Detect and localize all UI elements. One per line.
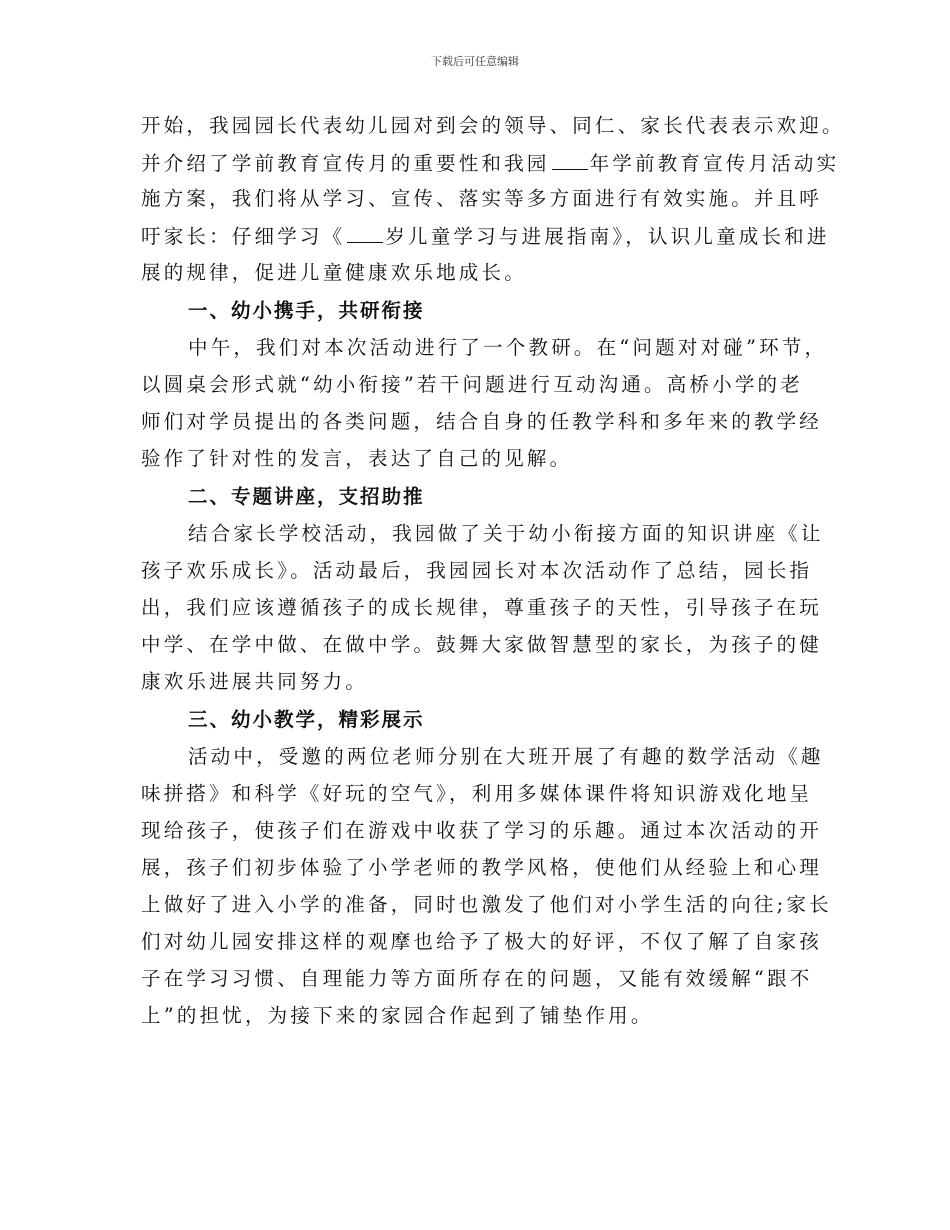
intro-line-5: 展的规律，促进儿童健康欢乐地成长。 xyxy=(141,261,527,284)
section-3-line: 子在学习习惯、自理能力等方面所存在的问题，又能有效缓解“跟不 xyxy=(141,967,813,990)
section-3-line: 们对幼儿园安排这样的观摩也给予了极大的好评，不仅了解了自家孩 xyxy=(141,930,823,953)
blank-age xyxy=(347,224,383,243)
intro-line-2-part-1: 并介绍了学前教育宣传月的重要性和我园 xyxy=(141,152,550,175)
section-3-line: 味拼搭》和科学《好玩的空气》，利用多媒体课件将知识游戏化地呈 xyxy=(141,782,813,805)
section-3-heading: 三、幼小教学，精彩展示 xyxy=(188,708,425,731)
blank-year xyxy=(552,151,588,170)
section-2-heading: 二、专题讲座，支招助推 xyxy=(188,485,425,508)
intro-line-4 xyxy=(141,224,830,249)
intro-line-2 xyxy=(141,151,839,176)
section-2-line: 孩子欢乐成长》。活动最后，我园园长对本次活动作了总结，园长指 xyxy=(141,559,813,582)
section-1-heading: 一、幼小携手，共研衔接 xyxy=(188,299,425,322)
section-3-line: 上做好了进入小学的准备，同时也激发了他们对小学生活的向往;家长 xyxy=(141,893,832,916)
section-3-line: 活动中，受邀的两位老师分别在大班开展了有趣的数学活动《趣 xyxy=(188,745,824,768)
section-1-line: 验作了针对性的发言，表达了自己的见解。 xyxy=(141,447,573,470)
intro-line-2-part-2: 年学前教育宣传月活动实 xyxy=(589,152,840,175)
section-1-line: 师们对学员提出的各类问题，结合自身的任教学科和多年来的教学经 xyxy=(141,410,823,433)
section-3-line: 展，孩子们初步体验了小学老师的教学风格，使他们从经验上和心理 xyxy=(141,856,823,879)
section-2-line: 出，我们应该遵循孩子的成长规律，尊重孩子的天性，引导孩子在玩 xyxy=(141,596,823,619)
page-header: 下载后可任意编辑 xyxy=(431,55,519,68)
intro-line-4-part-2: 岁儿童学习与进展指南》，认识儿童成长和进 xyxy=(385,225,830,248)
intro-line-1: 开始，我园园长代表幼儿园对到会的领导、同仁、家长代表表示欢迎。 xyxy=(141,114,845,137)
section-3-line: 现给孩子，使孩子们在游戏中收获了学习的乐趣。通过本次活动的开 xyxy=(141,819,823,842)
section-2-line: 结合家长学校活动，我园做了关于幼小衔接方面的知识讲座《让 xyxy=(188,522,824,545)
section-2-line: 中学、在学中做、在做中学。鼓舞大家做智慧型的家长，为孩子的健 xyxy=(141,633,823,656)
intro-line-4-part-1: 吁家长：仔细学习《 xyxy=(141,225,346,248)
intro-line-3: 施方案，我们将从学习、宣传、落实等多方面进行有效实施。并且呼 xyxy=(141,187,823,210)
section-3-line: 上”的担忧，为接下来的家园合作起到了铺垫作用。 xyxy=(141,1004,654,1027)
section-1-line: 以圆桌会形式就“幼小衔接”若干问题进行互动沟通。高桥小学的老 xyxy=(141,373,803,396)
section-2-line: 康欢乐进展共同努力。 xyxy=(141,670,369,693)
section-1-line: 中午，我们对本次活动进行了一个教研。在“问题对对碰”环节， xyxy=(188,336,828,359)
